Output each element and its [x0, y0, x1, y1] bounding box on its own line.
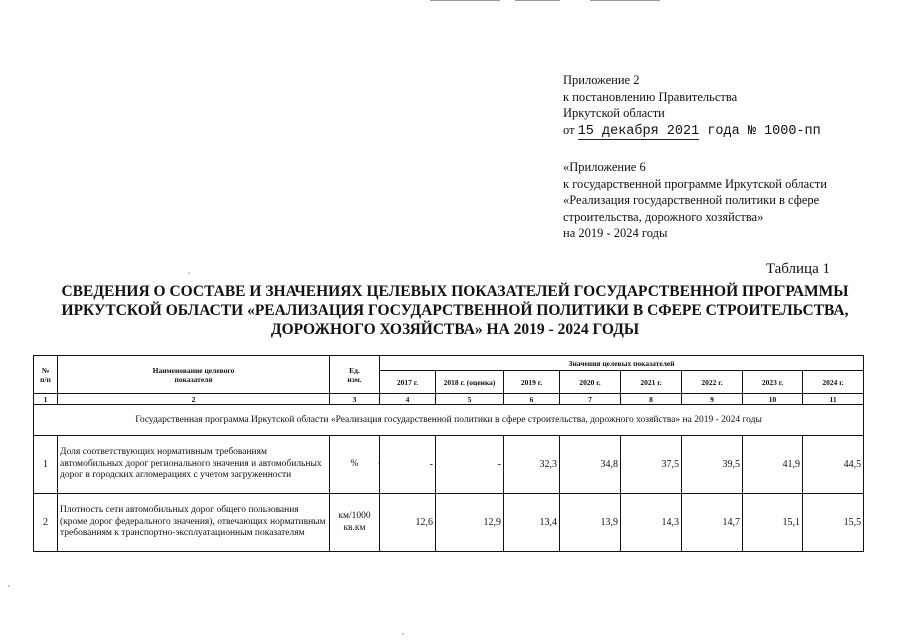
column-number: 7 — [560, 394, 621, 405]
row-value: - — [436, 436, 504, 494]
annex-line-2: к государственной программе Иркутской области — [563, 176, 827, 191]
table-label: Таблица 1 — [765, 261, 830, 277]
row-index: 2 — [34, 494, 58, 552]
column-number: 11 — [803, 394, 864, 405]
column-number: 10 — [743, 394, 803, 405]
scan-speck — [402, 633, 404, 635]
row-value: 13,9 — [560, 494, 621, 552]
title-line-1: СВЕДЕНИЯ О СОСТАВЕ И ЗНАЧЕНИЯХ ЦЕЛЕВЫХ ПОКАЗАТЕЛЕЙ ГОСУДАРСТВЕННОЙ ПРОГРАММЫ — [61, 283, 849, 300]
table-row — [34, 436, 864, 494]
header-date-prefix: от — [563, 122, 575, 137]
scan-artifact-line — [590, 0, 660, 1]
annex-line-1: «Приложение 6 — [563, 160, 646, 174]
decree-reference — [563, 72, 821, 140]
row-value: 12,9 — [436, 494, 504, 552]
scan-artifact-line — [430, 0, 500, 1]
header-line-4 — [563, 122, 821, 141]
column-number: 9 — [682, 394, 743, 405]
header-num-cell — [34, 356, 58, 394]
scan-speck — [8, 585, 10, 587]
column-number: 8 — [621, 394, 682, 405]
header-unit-cell — [330, 356, 380, 394]
row-value: 41,9 — [743, 436, 803, 494]
header-unit-label: Ед. — [349, 365, 360, 375]
header-line-3: Иркутской области — [563, 106, 665, 120]
row-value: 12,6 — [380, 494, 436, 552]
header-year: 2017 г. — [380, 371, 436, 394]
column-number: 1 — [34, 394, 58, 405]
row-value: 14,7 — [682, 494, 743, 552]
header-decree-number: года № 1000-пп — [699, 123, 821, 139]
program-row — [34, 405, 864, 436]
header-line-2: к постановлению Правительства — [563, 89, 738, 104]
annex-reference — [563, 159, 827, 242]
header-unit-sublabel: изм. — [347, 374, 362, 384]
row-value: 39,5 — [682, 436, 743, 494]
row-index: 1 — [34, 436, 58, 494]
row-value: 32,3 — [504, 436, 560, 494]
row-unit: % — [330, 436, 380, 494]
header-name-cell — [58, 356, 330, 394]
column-number: 6 — [504, 394, 560, 405]
row-indicator-name: Плотность сети автомобильных дорог общего пользования (кроме дорог федерального значения), отвечающих нормативным требованиям к транспортно-эксплуатационным показателям — [58, 494, 330, 552]
header-values-group: Значения целевых показателей — [380, 356, 864, 371]
header-year: 2018 г. (оценка) — [436, 371, 504, 394]
scan-artifact-line — [515, 0, 560, 1]
scan-speck — [188, 272, 190, 274]
title-line-3: ДОРОЖНОГО ХОЗЯЙСТВА» НА 2019 - 2024 ГОДЫ — [270, 321, 640, 338]
row-value: 14,3 — [621, 494, 682, 552]
table-header-row — [34, 356, 864, 371]
row-value: 13,4 — [504, 494, 560, 552]
row-unit: км/1000 кв.км — [330, 494, 380, 552]
row-value: 15,5 — [803, 494, 864, 552]
table-row — [34, 494, 864, 552]
header-year: 2022 г. — [682, 371, 743, 394]
header-name-label: Наименование целевого — [152, 365, 235, 375]
row-value: 34,8 — [560, 436, 621, 494]
header-year: 2021 г. — [621, 371, 682, 394]
program-title-cell: Государственная программа Иркутской области «Реализация государственной политики в сфере строительства, дорожного хозяйства» на 2019 - 2024 годы — [34, 405, 864, 436]
annex-line-5: на 2019 - 2024 годы — [563, 226, 668, 240]
column-number: 2 — [58, 394, 330, 405]
row-indicator-name: Доля соответствующих нормативным требованиям автомобильных дорог регионального значения и автомобильных дорог в городских агломерациях с учетом загруженности — [58, 436, 330, 494]
header-year: 2020 г. — [560, 371, 621, 394]
row-value: 44,5 — [803, 436, 864, 494]
header-year: 2024 г. — [803, 371, 864, 394]
row-value: 15,1 — [743, 494, 803, 552]
annex-line-4: строительства, дорожного хозяйства» — [563, 209, 764, 224]
header-name-sublabel: показателя — [174, 374, 213, 384]
header-year: 2023 г. — [743, 371, 803, 394]
header-num-label: № — [41, 365, 50, 375]
header-date: 15 декабря 2021 — [577, 123, 700, 139]
row-value: 37,5 — [621, 436, 682, 494]
title-line-2: ИРКУТСКОЙ ОБЛАСТИ «РЕАЛИЗАЦИЯ ГОСУДАРСТВЕННОЙ ПОЛИТИКИ В СФЕРЕ СТРОИТЕЛЬСТВА, — [61, 302, 849, 319]
indicators-table — [33, 355, 864, 552]
column-number: 3 — [330, 394, 380, 405]
header-num-sublabel: п/п — [40, 374, 51, 384]
row-value: - — [380, 436, 436, 494]
document-title — [40, 282, 870, 339]
header-line-1: Приложение 2 — [563, 73, 640, 87]
column-number: 5 — [436, 394, 504, 405]
annex-line-3: «Реализация государственной политики в сфере — [563, 193, 820, 207]
column-number: 4 — [380, 394, 436, 405]
header-year: 2019 г. — [504, 371, 560, 394]
column-number-row — [34, 394, 864, 405]
